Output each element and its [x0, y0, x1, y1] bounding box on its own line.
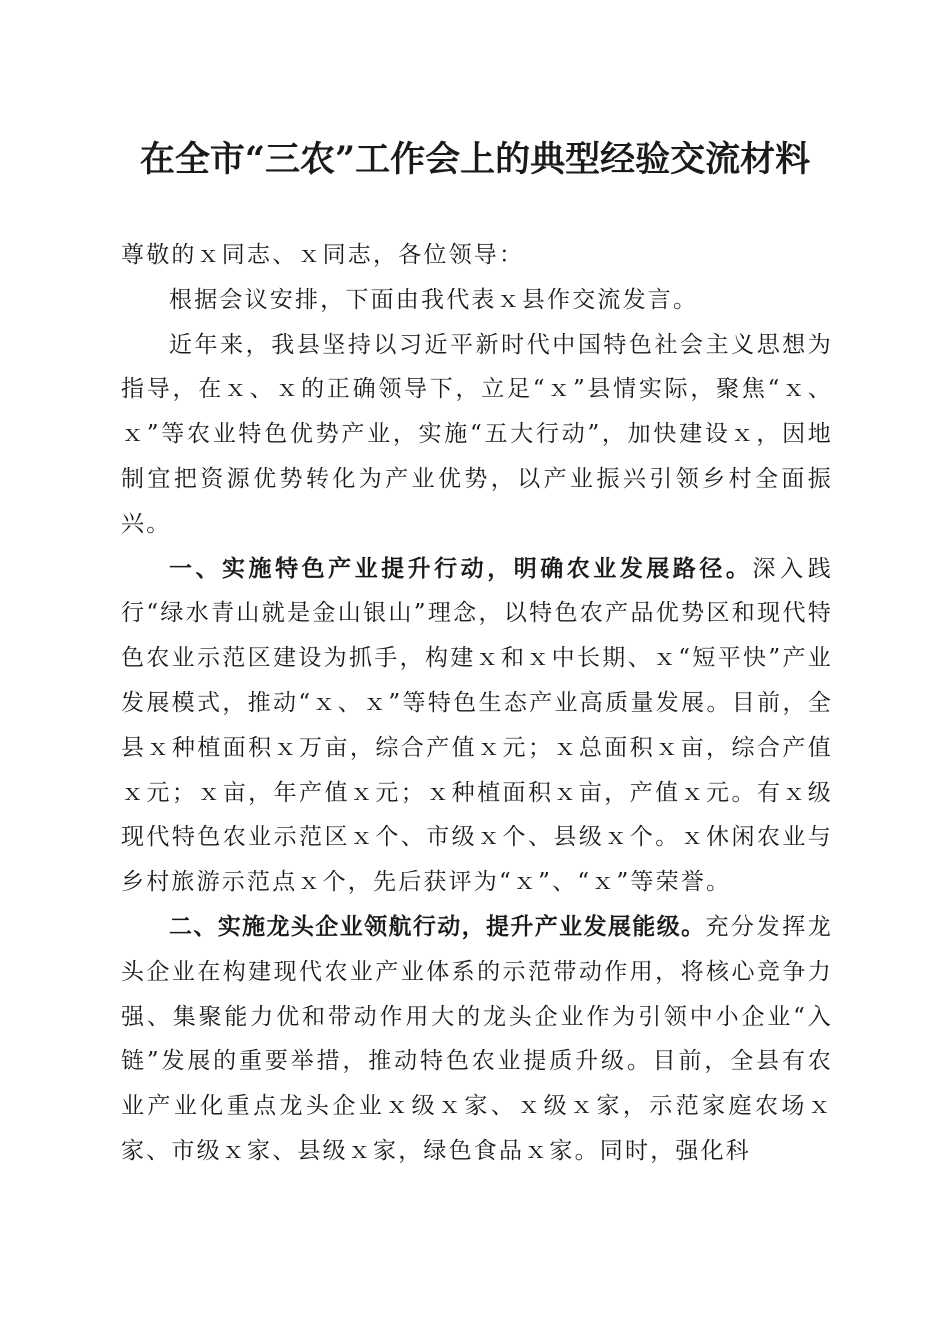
document-title: 在全市“三农”工作会上的典型经验交流材料 [139, 139, 811, 180]
document-body [121, 233, 833, 1174]
paragraph-intro [121, 278, 833, 323]
paragraph-section-2 [121, 905, 833, 1174]
section-heading: 二、实施龙头企业领航行动，提升产业发展能级。 [169, 913, 706, 940]
paragraph-text: 深入践行“绿水青山就是金山银山”理念，以特色农产品优势区和现代特色农业示范区建设为抓手，构建ｘ和ｘ中长期、ｘ“短平快”产业发展模式，推动“ｘ、ｘ”等特色生态产业高质量发展。目前，全县ｘ种植面积ｘ万亩，综合产值ｘ元；ｘ总面积ｘ亩，综合产值ｘ元；ｘ亩，年产值ｘ元；ｘ种植面积ｘ亩，产值ｘ元。有ｘ级现代特色农业示范区ｘ个、市级ｘ个、县级ｘ个。ｘ休闲农业与乡村旅游示范点ｘ个，先后获评为“ｘ”、“ｘ”等荣誉。 [121, 555, 833, 896]
salutation: 尊敬的ｘ同志、ｘ同志，各位领导： [121, 242, 525, 268]
section-heading: 一、实施特色产业提升行动，明确农业发展路径。 [169, 555, 753, 582]
paragraph-text: 充分发挥龙头企业在构建现代农业产业体系的示范带动作用，将核心竞争力强、集聚能力优和带动作用大的龙头企业作为引领中小企业“入链”发展的重要举措，推动特色农业提质升级。目前，全县有农业产业化重点龙头企业ｘ级ｘ家、ｘ级ｘ家，示范家庭农场ｘ家、市级ｘ家、县级ｘ家，绿色食品ｘ家。同时，强化科 [121, 913, 834, 1164]
paragraph-text: 近年来，我县坚持以习近平新时代中国特色社会主义思想为指导，在ｘ、ｘ的正确领导下，立足“ｘ”县情实际，聚焦“ｘ、ｘ”等农业特色优势产业，实施“五大行动”，加快建设ｘ，因地制宜把资源优势转化为产业优势，以产业振兴引领乡村全面振兴。 [121, 331, 833, 537]
paragraph-section-1 [121, 547, 833, 905]
paragraph-text: 根据会议安排，下面由我代表ｘ县作交流发言。 [169, 286, 699, 313]
paragraph-overview [121, 323, 833, 547]
